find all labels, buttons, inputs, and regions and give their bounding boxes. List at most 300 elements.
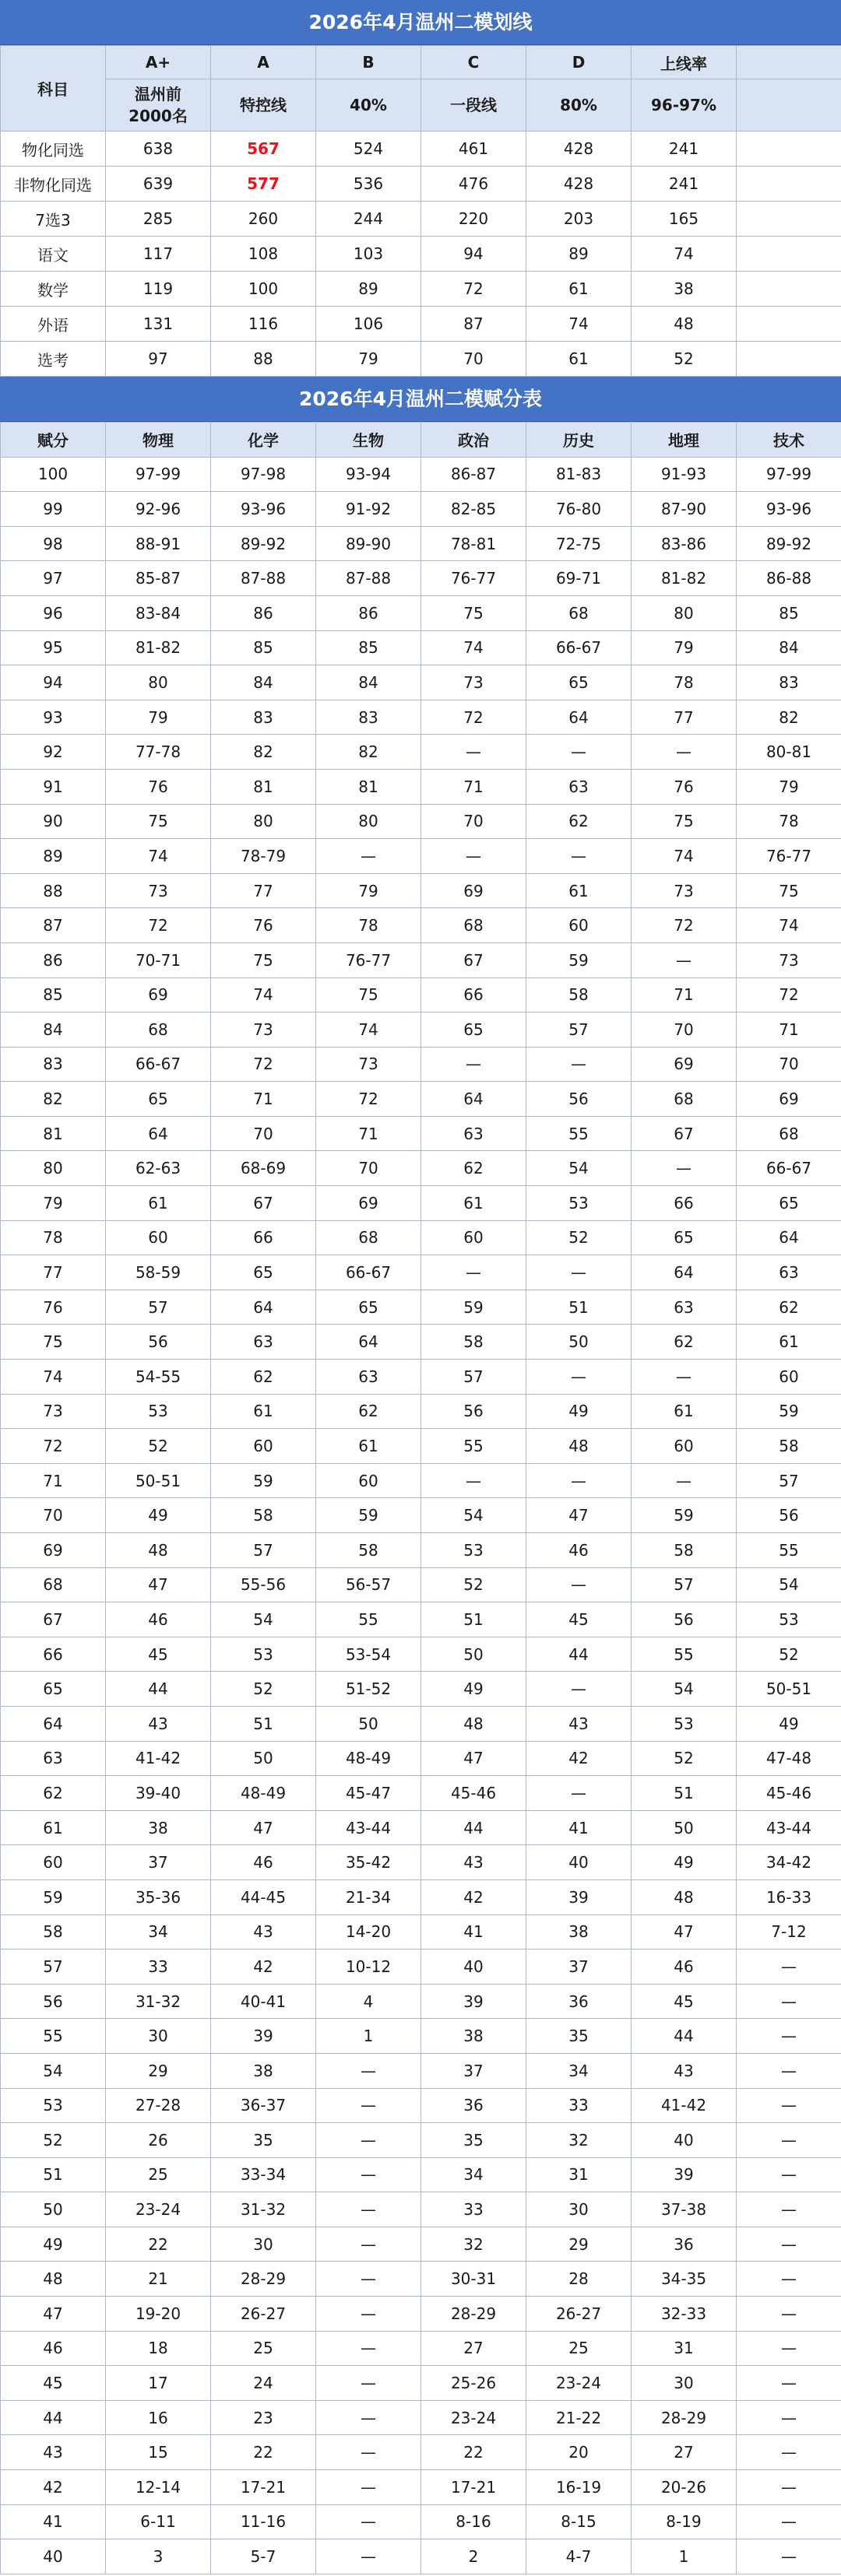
table-cell bbox=[737, 237, 841, 272]
table-cell: — bbox=[421, 1463, 526, 1498]
table-cell: 56 bbox=[421, 1394, 526, 1429]
row-subject: 语文 bbox=[1, 237, 106, 272]
table-cell: 29 bbox=[106, 2053, 211, 2088]
table-row bbox=[1, 1984, 841, 2019]
table-cell: 27 bbox=[421, 2331, 526, 2366]
table-cell: 59 bbox=[737, 1394, 841, 1429]
table-cell: 577 bbox=[211, 167, 316, 202]
table-cell: 58 bbox=[211, 1498, 316, 1533]
table-cell: 49 bbox=[526, 1394, 632, 1429]
table-cell: 61 bbox=[421, 1186, 526, 1221]
table-cell: 73 bbox=[1, 1394, 106, 1429]
table-cell: 89 bbox=[1, 839, 106, 874]
table-row bbox=[1, 1151, 841, 1186]
table-cell: 74 bbox=[526, 307, 632, 342]
table-cell: 88-91 bbox=[106, 526, 211, 561]
table-row bbox=[1, 307, 841, 342]
table-cell: 42 bbox=[211, 1950, 316, 1985]
table-cell: 82 bbox=[211, 735, 316, 770]
table-cell: 69 bbox=[106, 977, 211, 1013]
table-cell: 26-27 bbox=[526, 2297, 632, 2332]
table-cell: 75 bbox=[316, 977, 421, 1013]
subject-header: 科目 bbox=[1, 46, 106, 132]
row-subject: 非物化同选 bbox=[1, 167, 106, 202]
table-cell: 100 bbox=[1, 457, 106, 492]
table-cell: 80 bbox=[106, 665, 211, 700]
table-row bbox=[1, 167, 841, 202]
table-cell: 55 bbox=[526, 1116, 632, 1151]
table-cell: 71 bbox=[1, 1463, 106, 1498]
column-header: 赋分 bbox=[1, 423, 106, 458]
table-cell: 68 bbox=[737, 1116, 841, 1151]
table-row bbox=[1, 1047, 841, 1082]
table-cell: 46 bbox=[211, 1845, 316, 1880]
table-cell: 88 bbox=[211, 342, 316, 377]
table-cell: 85 bbox=[1, 977, 106, 1013]
table-cell: 24 bbox=[211, 2366, 316, 2401]
grade-header: A+ bbox=[106, 46, 211, 79]
table-row bbox=[1, 908, 841, 943]
table-cell: 86 bbox=[1, 942, 106, 977]
table-cell: 74 bbox=[316, 1013, 421, 1048]
table-cell: 41 bbox=[421, 1914, 526, 1950]
table-cell: 53 bbox=[421, 1533, 526, 1568]
table-cell: 43-44 bbox=[316, 1810, 421, 1845]
table-row bbox=[1, 1360, 841, 1395]
table-cell: 72 bbox=[1, 1429, 106, 1464]
table-cell: 116 bbox=[211, 307, 316, 342]
table-cell: 96 bbox=[1, 595, 106, 630]
table-cell: 80 bbox=[1, 1151, 106, 1186]
table-row bbox=[1, 2157, 841, 2192]
column-header: 历史 bbox=[526, 423, 632, 458]
table-cell: 17-21 bbox=[211, 2470, 316, 2505]
table-row bbox=[1, 630, 841, 665]
table-cell: 21 bbox=[106, 2262, 211, 2297]
table-cell: 30-31 bbox=[421, 2262, 526, 2297]
table-cell: — bbox=[316, 2435, 421, 2470]
table-cell: 81-82 bbox=[632, 561, 737, 596]
table-row bbox=[1, 942, 841, 977]
table-cell: 80-81 bbox=[737, 735, 841, 770]
table-cell: — bbox=[737, 2192, 841, 2227]
table-cell: 60 bbox=[526, 908, 632, 943]
table-cell: 38 bbox=[526, 1914, 632, 1950]
table-cell: 35 bbox=[526, 2019, 632, 2054]
table-cell: 56 bbox=[1, 1984, 106, 2019]
row-subject: 数学 bbox=[1, 272, 106, 307]
table-cell: 65 bbox=[316, 1290, 421, 1325]
table-cell: 32 bbox=[421, 2227, 526, 2262]
table-cell: — bbox=[526, 1463, 632, 1498]
table-row bbox=[1, 2123, 841, 2158]
table-cell: 61 bbox=[737, 1325, 841, 1360]
table-cell: 73 bbox=[211, 1013, 316, 1048]
table-cell: 32-33 bbox=[632, 2297, 737, 2332]
table-cell: 33 bbox=[106, 1950, 211, 1985]
grade-header: D bbox=[526, 46, 632, 79]
table-row bbox=[1, 492, 841, 527]
table-cell: 81-82 bbox=[106, 630, 211, 665]
table-cell: 50-51 bbox=[106, 1463, 211, 1498]
table-cell: — bbox=[737, 2227, 841, 2262]
table-cell: 71 bbox=[316, 1116, 421, 1151]
table-cell: 103 bbox=[316, 237, 421, 272]
table-cell: 65 bbox=[632, 1220, 737, 1255]
table-cell: — bbox=[316, 2366, 421, 2401]
table-cell: 35-36 bbox=[106, 1879, 211, 1914]
table-cell: 38 bbox=[632, 272, 737, 307]
table-row bbox=[1, 1255, 841, 1290]
table-cell: 63 bbox=[737, 1255, 841, 1290]
table-cell: 61 bbox=[316, 1429, 421, 1464]
table-cell: 75 bbox=[1, 1325, 106, 1360]
table-cell: 71 bbox=[632, 977, 737, 1013]
table-cell: 44-45 bbox=[211, 1879, 316, 1914]
table-cell: 75 bbox=[106, 804, 211, 839]
table-cell: 93-96 bbox=[211, 492, 316, 527]
table-cell: 52 bbox=[632, 1741, 737, 1776]
table-cell: 82 bbox=[1, 1082, 106, 1117]
table-cell: 77-78 bbox=[106, 735, 211, 770]
table-cell: 241 bbox=[632, 132, 737, 167]
table-row bbox=[1, 1082, 841, 1117]
table-cell: 70 bbox=[737, 1047, 841, 1082]
table-cell: 93 bbox=[1, 700, 106, 735]
table-cell: 74 bbox=[632, 237, 737, 272]
table-cell: 92-96 bbox=[106, 492, 211, 527]
table-cell: 65 bbox=[211, 1255, 316, 1290]
table-cell: 65 bbox=[737, 1186, 841, 1221]
table-row bbox=[1, 1914, 841, 1950]
sub-header: 特控线 bbox=[211, 79, 316, 132]
table-cell: 72 bbox=[421, 700, 526, 735]
table-cell: 34-35 bbox=[632, 2262, 737, 2297]
table-cell: 33-34 bbox=[211, 2157, 316, 2192]
table-cell: 66-67 bbox=[316, 1255, 421, 1290]
table-cell: 428 bbox=[526, 167, 632, 202]
table-cell: 34 bbox=[421, 2157, 526, 2192]
table-cell: 88 bbox=[1, 873, 106, 908]
table-cell: 31-32 bbox=[211, 2192, 316, 2227]
table-cell: 72 bbox=[421, 272, 526, 307]
table-cell: 64 bbox=[1, 1706, 106, 1741]
table-cell: 61 bbox=[632, 1394, 737, 1429]
table-cell: 89 bbox=[316, 272, 421, 307]
table-cell: 72 bbox=[632, 908, 737, 943]
table-cell: 61 bbox=[1, 1810, 106, 1845]
table-cell: 29 bbox=[526, 2227, 632, 2262]
table-cell: 62 bbox=[632, 1325, 737, 1360]
table-cell: — bbox=[316, 2123, 421, 2158]
table-cell: 65 bbox=[421, 1013, 526, 1048]
table-cell: 81 bbox=[316, 769, 421, 804]
table-cell: — bbox=[316, 2470, 421, 2505]
table-cell: 66 bbox=[421, 977, 526, 1013]
table-cell: 76 bbox=[632, 769, 737, 804]
table-cell: 60 bbox=[211, 1429, 316, 1464]
table-cell: 47-48 bbox=[737, 1741, 841, 1776]
table-cell: 39-40 bbox=[106, 1776, 211, 1811]
table-cell: 69 bbox=[1, 1533, 106, 1568]
table-cell: 66 bbox=[211, 1220, 316, 1255]
table-cell: 30 bbox=[526, 2192, 632, 2227]
table-cell: 28-29 bbox=[632, 2400, 737, 2435]
table-cell bbox=[737, 307, 841, 342]
sub-header: 80% bbox=[526, 79, 632, 132]
table-cell: 476 bbox=[421, 167, 526, 202]
table-cell: 87-88 bbox=[211, 561, 316, 596]
table-cell: 41-42 bbox=[106, 1741, 211, 1776]
table-row bbox=[1, 342, 841, 377]
table-cell: 97-99 bbox=[737, 457, 841, 492]
table-cell bbox=[737, 167, 841, 202]
table2-title: 2026年4月温州二模赋分表 bbox=[0, 377, 841, 422]
table-cell: 48 bbox=[632, 307, 737, 342]
table-cell: 51 bbox=[421, 1602, 526, 1637]
sub-header: 96-97% bbox=[632, 79, 737, 132]
table-cell: — bbox=[316, 2400, 421, 2435]
table-cell: 77 bbox=[211, 873, 316, 908]
table-cell: 82 bbox=[737, 700, 841, 735]
table-cell: 79 bbox=[316, 873, 421, 908]
table-cell: 14-20 bbox=[316, 1914, 421, 1950]
table-cell: 65 bbox=[106, 1082, 211, 1117]
table-cell: 75 bbox=[421, 595, 526, 630]
table-cell: 49 bbox=[737, 1706, 841, 1741]
table-cell: 63 bbox=[211, 1325, 316, 1360]
table-cell: 106 bbox=[316, 307, 421, 342]
table-cell: 567 bbox=[211, 132, 316, 167]
table-cell: 41 bbox=[526, 1810, 632, 1845]
table-cell: 75 bbox=[737, 873, 841, 908]
table-cell: 42 bbox=[421, 1879, 526, 1914]
table-cell: 87-88 bbox=[316, 561, 421, 596]
table-row bbox=[1, 769, 841, 804]
table-cell: 97 bbox=[1, 561, 106, 596]
table-cell: — bbox=[421, 735, 526, 770]
table-cell: 80 bbox=[632, 595, 737, 630]
table-cell: 244 bbox=[316, 202, 421, 237]
table-row bbox=[1, 2470, 841, 2505]
table-cell: 70 bbox=[421, 804, 526, 839]
table-cell: 82-85 bbox=[421, 492, 526, 527]
table-cell: 67 bbox=[421, 942, 526, 977]
table-cell: 82 bbox=[316, 735, 421, 770]
table-cell: 73 bbox=[316, 1047, 421, 1082]
table-cell: 87-90 bbox=[632, 492, 737, 527]
table-cell: 73 bbox=[106, 873, 211, 908]
table-row bbox=[1, 202, 841, 237]
row-subject: 7选3 bbox=[1, 202, 106, 237]
table-cell: 85-87 bbox=[106, 561, 211, 596]
table-cell: 66-67 bbox=[106, 1047, 211, 1082]
table-cell: 53 bbox=[211, 1637, 316, 1672]
table-cell: — bbox=[737, 2262, 841, 2297]
table-cell: 78 bbox=[316, 908, 421, 943]
table1-title: 2026年4月温州二模划线 bbox=[0, 0, 841, 45]
table-cell: 57 bbox=[211, 1533, 316, 1568]
table-cell: 47 bbox=[1, 2297, 106, 2332]
table-cell: 62 bbox=[211, 1360, 316, 1395]
table-cell: 36 bbox=[421, 2088, 526, 2123]
table-cell: 46 bbox=[632, 1950, 737, 1985]
table-row bbox=[1, 457, 841, 492]
table-cell: 37-38 bbox=[632, 2192, 737, 2227]
table-cell: 40 bbox=[632, 2123, 737, 2158]
table-cell: 43 bbox=[632, 2053, 737, 2088]
table-cell: 69 bbox=[737, 1082, 841, 1117]
table-cell: 53 bbox=[737, 1602, 841, 1637]
table-cell: 27-28 bbox=[106, 2088, 211, 2123]
table-row bbox=[1, 1186, 841, 1221]
table-cell: 60 bbox=[106, 1220, 211, 1255]
table-cell: 68 bbox=[106, 1013, 211, 1048]
table-cell: 53-54 bbox=[316, 1637, 421, 1672]
table-cell: 83 bbox=[1, 1047, 106, 1082]
column-header: 物理 bbox=[106, 423, 211, 458]
row-subject: 外语 bbox=[1, 307, 106, 342]
table-cell: — bbox=[316, 2088, 421, 2123]
table-cell: 16 bbox=[106, 2400, 211, 2435]
table-cell: 8-15 bbox=[526, 2504, 632, 2539]
table-cell: 428 bbox=[526, 132, 632, 167]
table-row bbox=[1, 1602, 841, 1637]
table-cell: 20-26 bbox=[632, 2470, 737, 2505]
table-cell: 51 bbox=[211, 1706, 316, 1741]
table-row bbox=[1, 1810, 841, 1845]
table-cell: 75 bbox=[632, 804, 737, 839]
table-cell: 10-12 bbox=[316, 1950, 421, 1985]
table-cell: 36 bbox=[632, 2227, 737, 2262]
table-row bbox=[1, 1013, 841, 1048]
table-cell bbox=[737, 202, 841, 237]
table-cell: 68 bbox=[316, 1220, 421, 1255]
table-cell: 72 bbox=[737, 977, 841, 1013]
table-cell: 52 bbox=[421, 1567, 526, 1602]
table-cell: — bbox=[316, 839, 421, 874]
table-cell: 89-92 bbox=[737, 526, 841, 561]
table-cell: 94 bbox=[1, 665, 106, 700]
table-cell: 43 bbox=[526, 1706, 632, 1741]
table-cell: 17-21 bbox=[421, 2470, 526, 2505]
table-cell: 50 bbox=[316, 1706, 421, 1741]
table-cell: 70 bbox=[632, 1013, 737, 1048]
table-cell: 11-16 bbox=[211, 2504, 316, 2539]
table-cell: — bbox=[737, 2088, 841, 2123]
table-cell: 30 bbox=[106, 2019, 211, 2054]
table-cell: 48-49 bbox=[211, 1776, 316, 1811]
table-cell: 26-27 bbox=[211, 2297, 316, 2332]
table-cell: — bbox=[421, 1255, 526, 1290]
table-cell: 61 bbox=[526, 342, 632, 377]
table-cell: 57 bbox=[1, 1950, 106, 1985]
table-row bbox=[1, 977, 841, 1013]
table-cell: 57 bbox=[526, 1013, 632, 1048]
table-cell: 78-81 bbox=[421, 526, 526, 561]
table-row bbox=[1, 2019, 841, 2054]
table-cell: 63 bbox=[632, 1290, 737, 1325]
table-cell: — bbox=[526, 735, 632, 770]
table-cell: 77 bbox=[632, 700, 737, 735]
table-cell: — bbox=[737, 1984, 841, 2019]
table-cell: — bbox=[421, 1047, 526, 1082]
table-cell: 57 bbox=[106, 1290, 211, 1325]
table-cell: 40 bbox=[526, 1845, 632, 1880]
table-cell: — bbox=[316, 2504, 421, 2539]
table-cell: — bbox=[526, 1047, 632, 1082]
table-cell: 64 bbox=[421, 1082, 526, 1117]
table-cell: 27 bbox=[632, 2435, 737, 2470]
table-cell: 79 bbox=[1, 1186, 106, 1221]
table-cell: 68 bbox=[526, 595, 632, 630]
table-cell: 66-67 bbox=[737, 1151, 841, 1186]
table-cell: 85 bbox=[737, 595, 841, 630]
table-cell: 95 bbox=[1, 630, 106, 665]
table-cell: 63 bbox=[421, 1116, 526, 1151]
table-cell: 70 bbox=[1, 1498, 106, 1533]
table-cell: 119 bbox=[106, 272, 211, 307]
table-row bbox=[1, 1463, 841, 1498]
table-row bbox=[1, 1290, 841, 1325]
table-row bbox=[1, 1533, 841, 1568]
table-cell: 99 bbox=[1, 492, 106, 527]
table-cell: 3 bbox=[106, 2539, 211, 2574]
table-cell: 68 bbox=[1, 1567, 106, 1602]
table-cell: 73 bbox=[737, 942, 841, 977]
table-cell: 54 bbox=[211, 1602, 316, 1637]
table-row bbox=[1, 526, 841, 561]
table-cell: 47 bbox=[106, 1567, 211, 1602]
table-cell: 19-20 bbox=[106, 2297, 211, 2332]
table-cell: — bbox=[737, 2123, 841, 2158]
table-cell: 92 bbox=[1, 735, 106, 770]
table-cell: 260 bbox=[211, 202, 316, 237]
table-cell: 43 bbox=[1, 2435, 106, 2470]
table-row bbox=[1, 1498, 841, 1533]
table-cell: 86 bbox=[211, 595, 316, 630]
table-cell: 22 bbox=[211, 2435, 316, 2470]
table-cell: 62 bbox=[316, 1394, 421, 1429]
table-row bbox=[1, 1116, 841, 1151]
table-cell: 536 bbox=[316, 167, 421, 202]
table-cell: 63 bbox=[526, 769, 632, 804]
table-cell: — bbox=[316, 2297, 421, 2332]
table-cell: 84 bbox=[737, 630, 841, 665]
table-cell: 61 bbox=[106, 1186, 211, 1221]
table-cell: 131 bbox=[106, 307, 211, 342]
table-row bbox=[1, 2192, 841, 2227]
table-cell: 89 bbox=[526, 237, 632, 272]
table-cell: 638 bbox=[106, 132, 211, 167]
table-row bbox=[1, 1950, 841, 1985]
table-cell: 79 bbox=[316, 342, 421, 377]
table-cell: 74 bbox=[632, 839, 737, 874]
table-cell: 34 bbox=[526, 2053, 632, 2088]
table-cell: 50 bbox=[1, 2192, 106, 2227]
table-cell: 23-24 bbox=[421, 2400, 526, 2435]
table-row bbox=[1, 873, 841, 908]
table-cell: 49 bbox=[1, 2227, 106, 2262]
table-cell: 25-26 bbox=[421, 2366, 526, 2401]
column-header: 化学 bbox=[211, 423, 316, 458]
table-cell: 53 bbox=[106, 1394, 211, 1429]
table-cell: 55 bbox=[421, 1429, 526, 1464]
table-cell: 1 bbox=[632, 2539, 737, 2574]
table-row bbox=[1, 132, 841, 167]
table-cell: 62 bbox=[421, 1151, 526, 1186]
table-cell: 69 bbox=[316, 1186, 421, 1221]
